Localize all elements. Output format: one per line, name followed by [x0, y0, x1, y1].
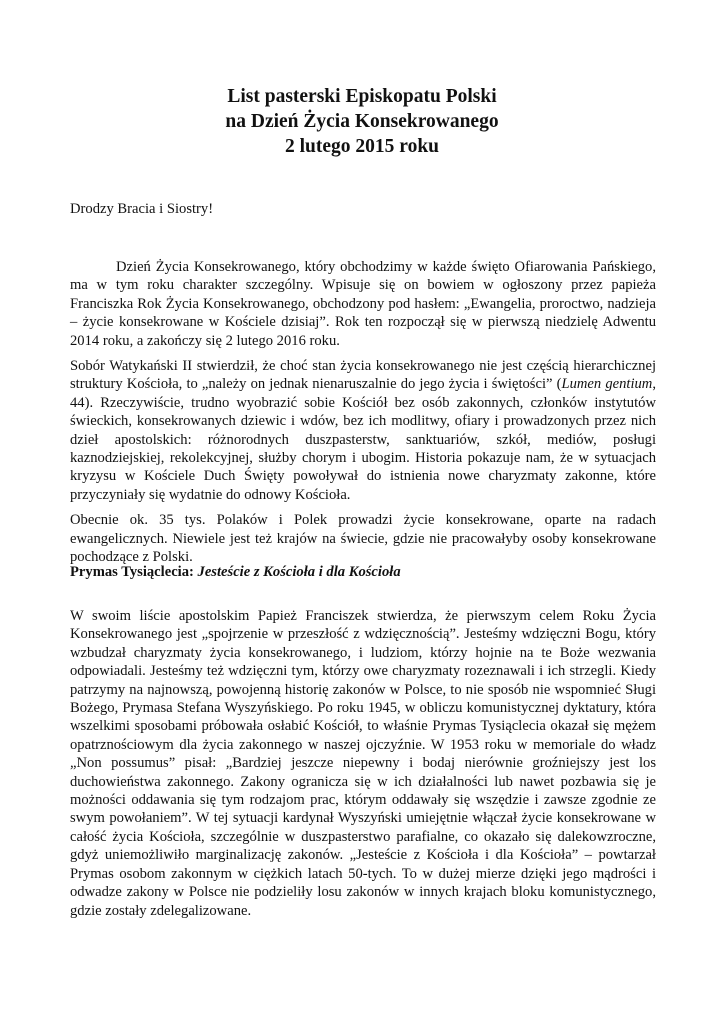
paragraph-2 [70, 357, 656, 504]
document-title [0, 84, 724, 159]
title-line-3: 2 lutego 2015 roku [284, 136, 440, 157]
title-line-2: na Dzień Życia Konsekrowanego [225, 111, 499, 132]
main-section [70, 607, 656, 920]
paragraph-2-text-after: , 44). Rzeczywiście, trudno wyobrazić sobie Kościół bez osób zakonnych, członków instytutów świeckich, konsekrowanych dziewic i wdów, bez ich modlitwy, ofiary i prowadzonych przez nich dzieł apostolskich: różnorodnych duszpasterstw, sanktuariów, szkół, mediów, posługi kaznodziejskiej, rekolekcyjnej, służby chorym i ubogim. Historia pokazuje nam, że w sytuacjach kryzysu w Kościele Duch Święty powoływał do istnienia nowe charyzmaty zakonne, które przyczyniały się wydatnie do odnowy Kościoła. [70, 376, 656, 503]
section-heading [70, 563, 656, 581]
paragraph-3: Obecnie ok. 35 tys. Polaków i Polek prowadzi życie konsekrowane, oparte na radach ewangelicznych. Niewiele jest też krajów na świecie, gdzie nie pracowałyby osoby konsekrowane pochodzące z Polski. [70, 512, 656, 566]
section-heading-bold: Prymas Tysiąclecia: [70, 564, 198, 580]
intro-section [70, 258, 656, 567]
paragraph-2-citation: Lumen gentium [561, 376, 653, 393]
paragraph-4: W swoim liście apostolskim Papież Franciszek stwierdza, że pierwszym celem Roku Życia Konsekrowanego jest „spojrzenie w przeszłość z wdzięcznością”. Jesteśmy wdzięczni Bogu, który wzbudzał charyzmaty życia konsekrowanego, i ludziom, którzy hojnie na te Boże wezwania odpowiadali. Jesteśmy też wdzięczni tym, którzy owe charyzmaty rozeznawali i ich strzegli. Kiedy patrzymy na najnowszą, powojenną historię zakonów w Polsce, to nie sposób nie wspomnieć Sługi Bożego, Prymasa Stefana Wyszyńskiego. Po roku 1945, w obliczu komunistycznej dyktatury, która wszelkimi sposobami próbowała osłabić Kościół, to właśnie Prymas Tysiąclecia okazał się mężem opatrznościowym dla życia zakonnego w naszej ojczyźnie. W 1953 roku w memoriale do władz „Non possumus” pisał: „Bardziej jeszcze niepewny i bodaj nierównie groźniejszy jest los duchowieństwa zakonnego. Zakony ogranicza się w ich działalności lub nawet pozbawia się je możności oddawania się tym rodzajom prac, którym oddawały się wszędzie i zawsze zgodnie ze swym powołaniem”. W tej sytuacji kardynał Wyszyński umiejętnie włączał życie konsekrowane w całość życia Kościoła, szczególnie w duszpasterstwo parafialne, co okazało się dalekowzroczne, gdyż uniemożliwiło marginalizację zakonów. „Jesteście z Kościoła i dla Kościoła” – powtarzał Prymas osobom zakonnym w ciężkich latach 50-tych. To w dużej mierze dzięki jego mądrości i odwadze zakony w Polsce nie podzieliły losu zakonów w innych krajach bloku komunistycznego, gdzie zostały zdelegalizowane. [70, 608, 656, 919]
paragraph-1: Dzień Życia Konsekrowanego, który obchodzimy w każde święto Ofiarowania Pańskiego, ma w tym roku charakter szczególny. Wpisuje się on bowiem w ogłoszony przez papieża Franciszka Rok Życia Konsekrowanego, obchodzony pod hasłem: „Ewangelia, proroctwo, nadzieja – życie konsekrowane w Kościele dzisiaj”. Rok ten rozpoczął się w pierwszą niedzielę Adwentu 2014 roku, a zakończy się 2 lutego 2016 roku. [70, 259, 656, 349]
title-line-1: List pasterski Episkopatu Polski [227, 86, 497, 107]
section-heading-block [70, 563, 656, 581]
paragraph-2-text-before: Sobór Watykański II stwierdził, że choć stan życia konsekrowanego nie jest częścią hierarchicznej struktury Kościoła, to „należy on jednak nienaruszalnie do jego życia i świętości” ( [70, 358, 656, 393]
section-heading-italic: Jesteście z Kościoła i dla Kościoła [197, 564, 401, 580]
greeting-block [70, 200, 656, 218]
greeting: Drodzy Bracia i Siostry! [70, 201, 214, 217]
